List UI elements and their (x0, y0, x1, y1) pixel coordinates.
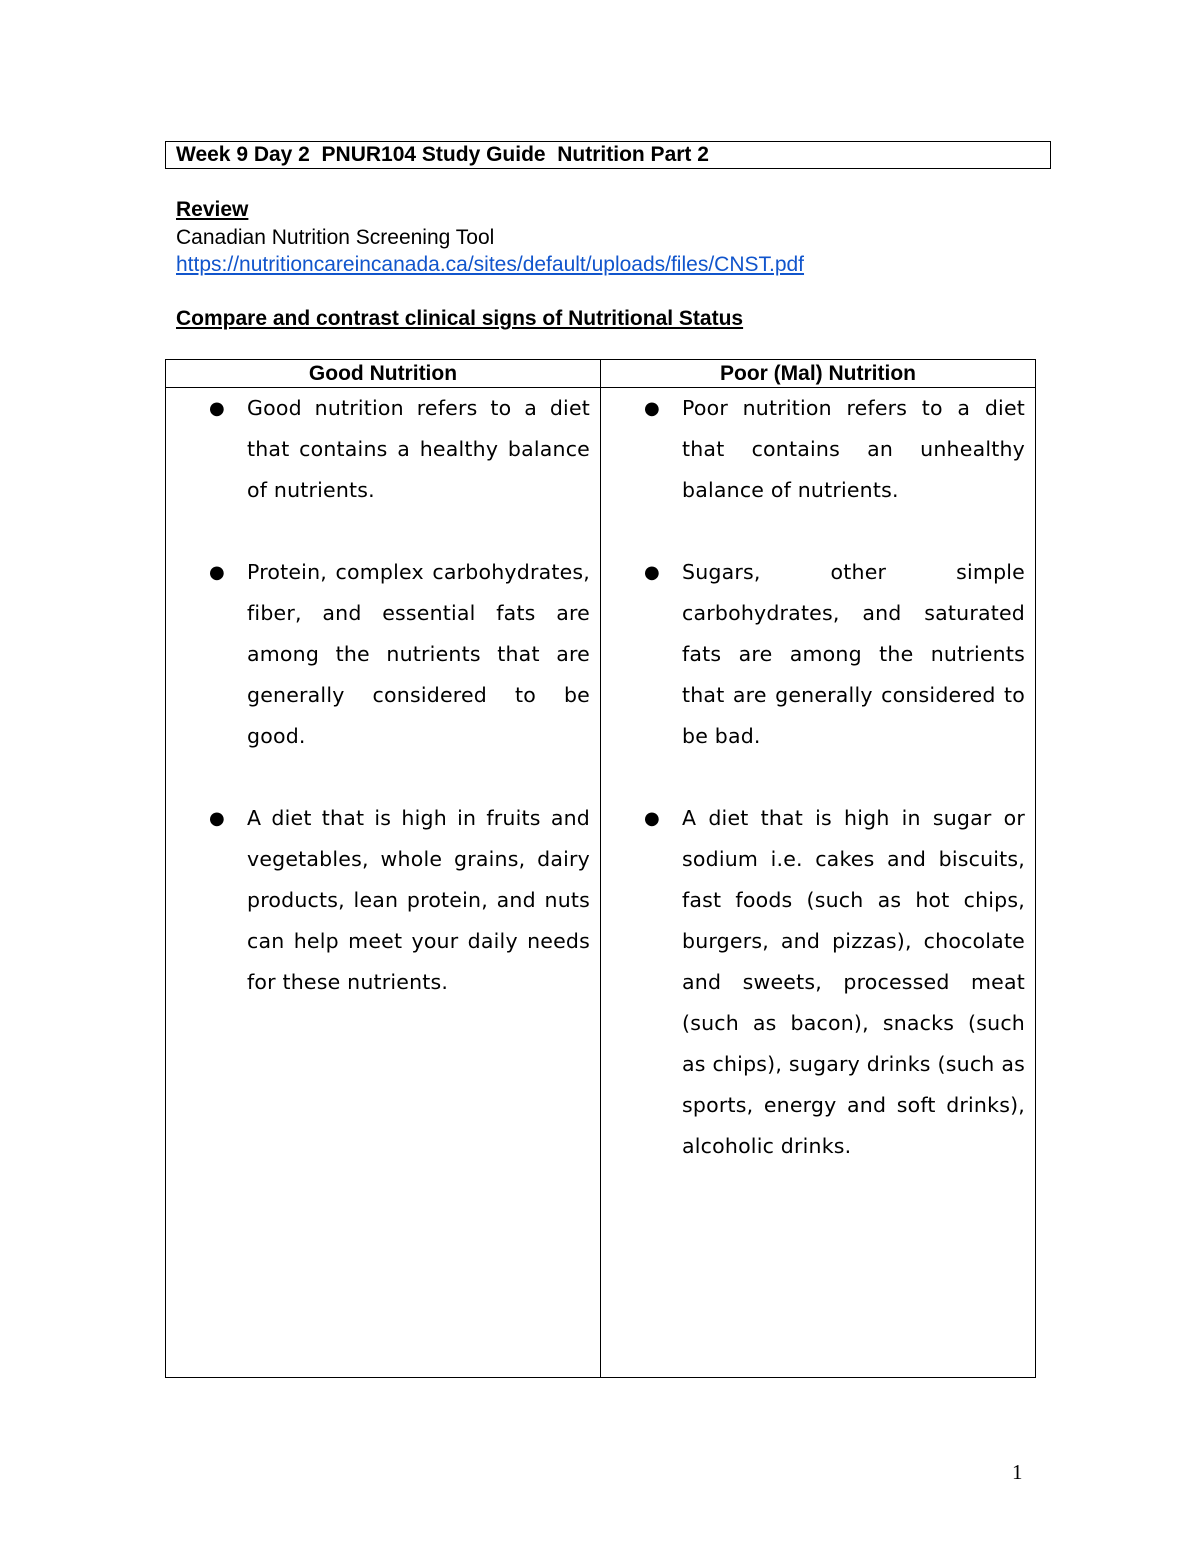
list-item-text: A diet that is high in fruits and vegetables, whole grains, dairy products, lean protein, and nuts can help meet your daily needs for these nutrients. (247, 806, 590, 994)
list-item-text: Poor nutrition refers to a diet that contains an unhealthy balance of nutrients. (682, 396, 1025, 502)
bullet-icon: ● (644, 808, 660, 829)
list-spacer (601, 511, 1035, 552)
header-good-nutrition: Good Nutrition (166, 360, 601, 388)
list-item-text: Sugars, other simple carbohydrates, and saturated fats are among the nutrients that are generally considered to be bad. (682, 560, 1025, 748)
list-item (166, 552, 600, 757)
table-body-row (166, 388, 1036, 1378)
nutrition-comparison-table (165, 359, 1036, 1378)
review-heading: Review (176, 198, 249, 221)
table-header-row (166, 360, 1036, 388)
bullet-icon: ● (644, 398, 660, 419)
list-item-text: Good nutrition refers to a diet that contains a healthy balance of nutrients. (247, 396, 590, 502)
list-spacer (601, 757, 1035, 798)
list-item (601, 552, 1035, 757)
list-item (601, 798, 1035, 1167)
list-item (166, 798, 600, 1003)
good-nutrition-list (166, 388, 600, 1003)
document-title: Week 9 Day 2 PNUR104 Study Guide Nutrition Part 2 (165, 141, 1051, 169)
list-item (166, 388, 600, 511)
section-heading: Compare and contrast clinical signs of Nutritional Status (176, 307, 744, 330)
bullet-icon: ● (209, 398, 225, 419)
list-item (601, 388, 1035, 511)
page-number: 1 (1012, 1460, 1023, 1484)
list-item-text: A diet that is high in sugar or sodium i.e. cakes and biscuits, fast foods (such as hot chips, burgers, and pizzas), chocolate and sweets, processed meat (such as bacon), snacks (such as chips), sugary drinks (such as sports, energy and soft drinks), alcoholic drinks. (682, 806, 1025, 1158)
list-spacer (166, 511, 600, 552)
review-tool-name: Canadian Nutrition Screening Tool (176, 226, 495, 249)
list-item-text: Protein, complex carbohydrates, fiber, and essential fats are among the nutrients that are generally considered to be good. (247, 560, 590, 748)
poor-nutrition-cell (601, 388, 1036, 1378)
poor-nutrition-list (601, 388, 1035, 1167)
header-poor-nutrition: Poor (Mal) Nutrition (601, 360, 1036, 388)
good-nutrition-cell (166, 388, 601, 1378)
bullet-icon: ● (209, 808, 225, 829)
list-spacer (166, 757, 600, 798)
bullet-icon: ● (644, 562, 660, 583)
bullet-icon: ● (209, 562, 225, 583)
cnst-link[interactable]: https://nutritioncareincanada.ca/sites/default/uploads/files/CNST.pdf (176, 253, 805, 276)
